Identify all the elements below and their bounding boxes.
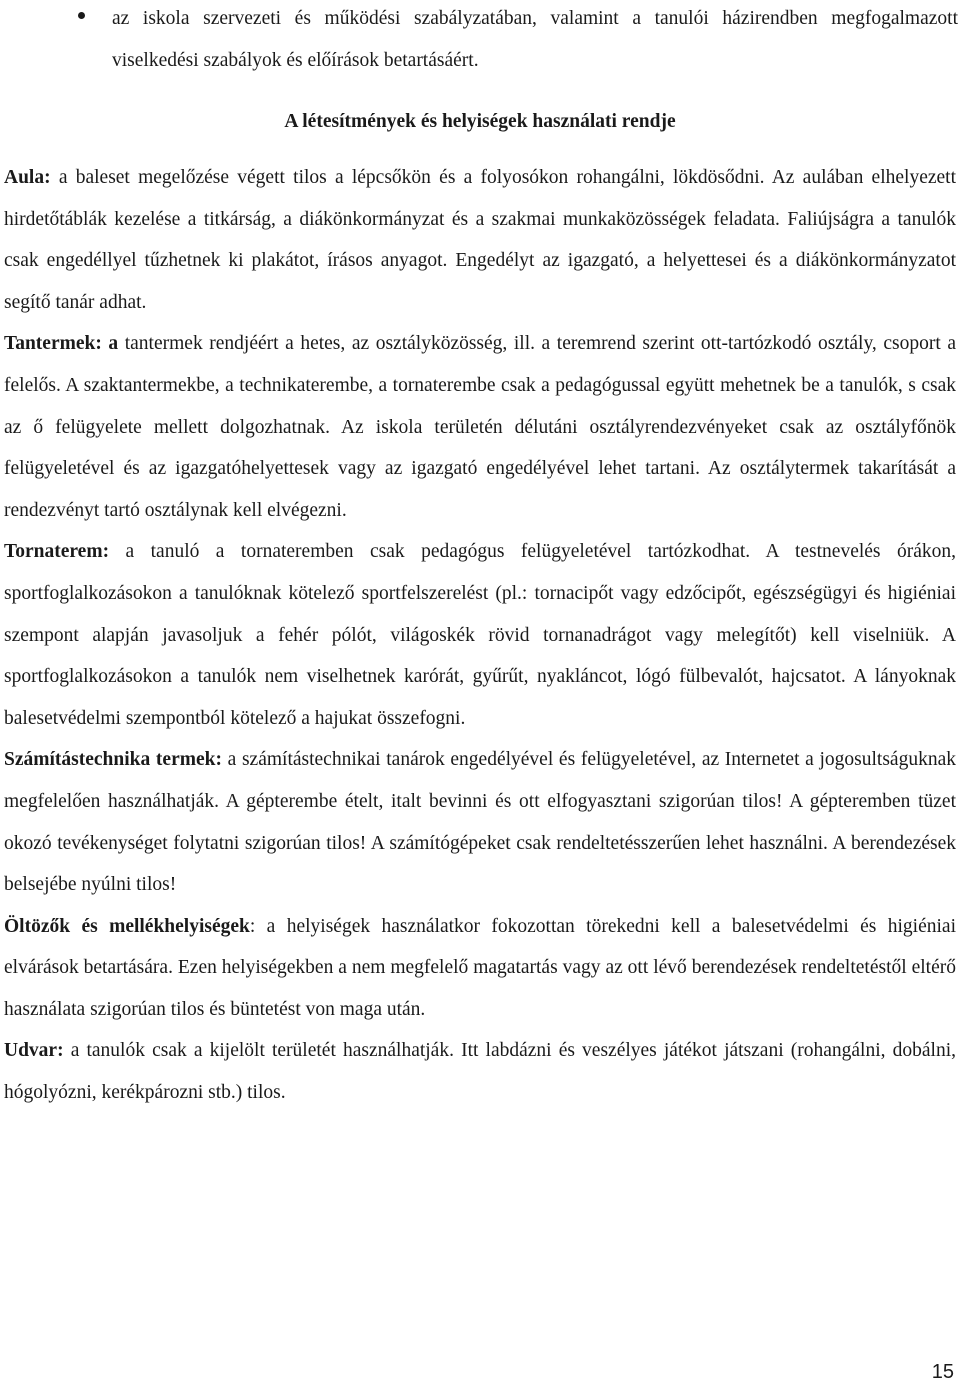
document-body [4, 157, 956, 1114]
paragraph-aula [4, 157, 956, 323]
page-number: 15 [931, 1361, 954, 1383]
paragraph-tornaterem [4, 531, 956, 739]
paragraph-oltozok [4, 906, 956, 1031]
paragraph-szamitastechnika [4, 739, 956, 905]
paragraph-label: Tornaterem: [4, 541, 110, 563]
paragraph-text: : a helyiségek használatkor fokozottan törekedni kell a balesetvédelmi és higiéniai elvárások betartására. Ezen helyiségekben a nem megfelelő magatartás vagy az ott lévő berendezések rendeltetéstől eltérő használata szigorúan tilos és büntetést von maga után. [4, 915, 956, 1020]
paragraph-tantermek [4, 323, 956, 531]
paragraph-label: Udvar: [4, 1040, 64, 1062]
paragraph-text: a tanulók csak a kijelölt területét használhatják. Itt labdázni és veszélyes játékot játszani (rohangálni, dobálni, hógolyózni, kerékpározni stb.) tilos. [4, 1040, 956, 1104]
paragraph-text: a számítástechnikai tanárok engedélyével és felügyeletével, az Internetet a jogosultságuknak megfelelően használhatják. A gépterembe ételt, italt bevinni és ott elfogyasztani szigorúan tilos! A gépteremben tüzet okozó tevékenységet folytatni szigorúan tilos! A számítógépeket csak rendeltetésszerűen lehet használni. A berendezések belsejébe nyúlni tilos! [4, 749, 956, 896]
paragraph-label: Tantermek: a [4, 333, 119, 355]
paragraph-label: Aula: [4, 167, 51, 188]
paragraph-text: a baleset megelőzése végett tilos a lépcsőkön és a folyosókon rohangálni, lökdösődni. Az aulában elhelyezett hirdetőtáblák kezelése a titkárság, a diákönkormányzat és a szakmai munkaközösségek feladata. Faliújságra a tanulók csak engedéllyel tűzhetnek ki plakátot, írásos anyagot. Engedélyt az igazgató, a helyettesei és a diákönkormányzatot segítő tanár adhat. [4, 167, 956, 313]
paragraph-text: a tanuló a tornateremben csak pedagógus felügyeletével tartózkodhat. A testnevelés órákon, sportfoglalkozásokon a tanulóknak kötelező sportfelszerelést (pl.: tornacipőt vagy edzőcipőt, egészségügyi és higiéniai szempont alapján javasoljuk a fehér pólót, világoskék rövid tornanadrágot vagy melegítőt) kell viselniük. A sportfoglalkozásokon a tanulók nem viselhetnek karórát, gyűrűt, nyakláncot, lógó fülbevalót, hajcsatot. A lányoknak balesetvédelmi szempontból kötelező a hajukat összefogni. [4, 541, 956, 729]
bullet-text: az iskola szervezeti és működési szabályzatában, valamint a tanulói házirendben megfogalmazott viselkedési szabályok és előírások betartásáért. [112, 8, 958, 71]
paragraph-label: Öltözők és mellékhelyiségek [4, 915, 250, 937]
section-heading: A létesítmények és helyiségek használati rendje [284, 111, 676, 132]
bullet-dot-icon [78, 12, 85, 19]
paragraph-label: Számítástechnika termek: [4, 749, 222, 771]
paragraph-text: tantermek rendjéért a hetes, az osztályközösség, ill. a teremrend szerint ott-tartózkodó osztály, csoport a felelős. A szaktantermekbe, a technikaterembe, a tornaterembe csak a pedagógussal együtt mehetnek be a tanulók, s csak az ő felügyelete mellett dolgozhatnak. Az iskola területén délutáni osztályrendezvényeket csak az osztályfőnök felügyeletével és az igazgatóhelyettesek vagy az igazgató engedélyével lehet tartani. Az osztálytermek takarítását a rendezvényt tartó osztálynak kell elvégezni. [4, 333, 956, 521]
paragraph-udvar [4, 1030, 956, 1113]
